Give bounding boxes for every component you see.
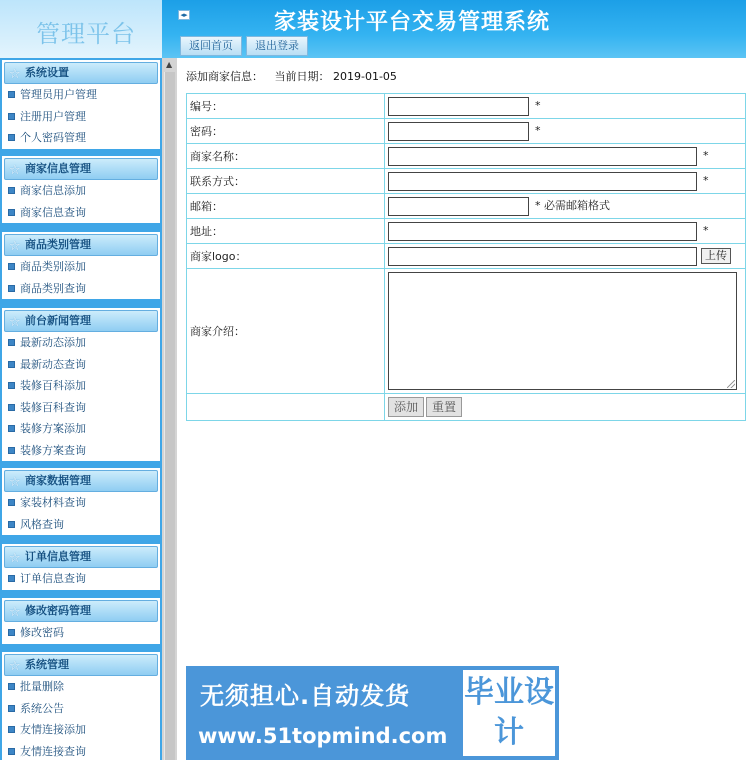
menu-group-news	[2, 308, 160, 461]
bullet-icon	[8, 361, 15, 368]
menu-group-system-admin	[2, 652, 160, 760]
bullet-icon	[8, 575, 15, 582]
sidebar-item-wiki-add[interactable]: 装修百科添加	[2, 375, 160, 397]
field-label: 邮箱：	[187, 194, 385, 219]
group-header[interactable]: ☆ 商家信息管理	[4, 158, 158, 180]
email-input[interactable]	[388, 197, 529, 216]
required-mark: *	[535, 124, 541, 137]
address-input[interactable]	[388, 222, 697, 241]
scroll-up-arrow-icon[interactable]: ▲	[166, 60, 172, 69]
bullet-icon	[8, 499, 15, 506]
sidebar-item-batch-delete[interactable]: 批量删除	[2, 676, 160, 698]
field-label: 地址：	[187, 219, 385, 244]
watermark-badge: 毕业设计	[463, 670, 555, 756]
field-label: 密码：	[187, 119, 385, 144]
bullet-icon	[8, 285, 15, 292]
form-info-line	[186, 68, 397, 84]
sidebar-item-admin-users[interactable]: 管理员用户管理	[2, 84, 160, 106]
star-icon: ☆	[9, 603, 21, 623]
sidebar-item-style-query[interactable]: 风格查询	[2, 514, 160, 536]
menu-group-orders	[2, 544, 160, 590]
logo-title: 管理平台	[36, 14, 136, 49]
home-button[interactable]: 返回首页	[180, 36, 242, 56]
sidebar-item-plan-query[interactable]: 装修方案查询	[2, 440, 160, 462]
watermark-line1: 无须担心.自动发货	[200, 676, 410, 711]
watermark-banner	[186, 666, 559, 760]
sidebar-item-materials-query[interactable]: 家装材料查询	[2, 492, 160, 514]
bullet-icon	[8, 726, 15, 733]
sidebar-item-link-query[interactable]: 友情连接查询	[2, 741, 160, 762]
group-header[interactable]: ☆ 系统设置	[4, 62, 158, 84]
menu-group-system-settings	[2, 60, 160, 149]
sidebar-item-news-add[interactable]: 最新动态添加	[2, 332, 160, 354]
star-icon: ☆	[9, 65, 21, 85]
logout-button[interactable]: 退出登录	[246, 36, 308, 56]
code-input[interactable]	[388, 97, 529, 116]
bullet-icon	[8, 339, 15, 346]
star-icon: ☆	[9, 313, 21, 333]
star-icon: ☆	[9, 473, 21, 493]
required-mark: *	[703, 224, 709, 237]
date-label: 当前日期：	[275, 70, 330, 83]
bullet-icon	[8, 404, 15, 411]
star-icon: ☆	[9, 657, 21, 677]
sidebar-item-plan-add[interactable]: 装修方案添加	[2, 418, 160, 440]
field-label: 编号：	[187, 94, 385, 119]
sidebar-item-merchant-add[interactable]: 商家信息添加	[2, 180, 160, 202]
sidebar-item-change-password[interactable]: 修改密码	[2, 622, 160, 644]
sidebar-item-announcement[interactable]: 系统公告	[2, 698, 160, 720]
scrollbar-thumb[interactable]	[164, 72, 175, 760]
group-header[interactable]: ☆ 商家数据管理	[4, 470, 158, 492]
sidebar-toggle-icon[interactable]: ◂▸	[178, 10, 190, 20]
required-mark: * 必需邮箱格式	[535, 199, 610, 212]
bullet-icon	[8, 113, 15, 120]
logo-area	[0, 0, 162, 58]
menu-group-merchant-info	[2, 156, 160, 223]
group-header[interactable]: ☆ 前台新闻管理	[4, 310, 158, 332]
required-mark: *	[703, 174, 709, 187]
bullet-icon	[8, 209, 15, 216]
menu-group-category	[2, 232, 160, 299]
form-title: 添加商家信息：	[186, 70, 263, 83]
star-icon: ☆	[9, 549, 21, 569]
sidebar-item-personal-password[interactable]: 个人密码管理	[2, 127, 160, 149]
bullet-icon	[8, 425, 15, 432]
merchant-name-input[interactable]	[388, 147, 697, 166]
field-label: 联系方式：	[187, 169, 385, 194]
bullet-icon	[8, 683, 15, 690]
bullet-icon	[8, 187, 15, 194]
sidebar-item-category-add[interactable]: 商品类别添加	[2, 256, 160, 278]
group-header[interactable]: ☆ 商品类别管理	[4, 234, 158, 256]
intro-textarea[interactable]	[388, 272, 737, 390]
field-label: 商家logo：	[187, 244, 385, 269]
logo-input[interactable]	[388, 247, 697, 266]
bullet-icon	[8, 521, 15, 528]
add-button[interactable]: 添加	[388, 397, 424, 417]
field-label: 商家介绍：	[187, 269, 385, 394]
sidebar-item-category-query[interactable]: 商品类别查询	[2, 278, 160, 300]
watermark-text-area	[186, 666, 460, 760]
sidebar-item-link-add[interactable]: 友情连接添加	[2, 719, 160, 741]
merchant-form-table	[186, 93, 746, 421]
sidebar-item-registered-users[interactable]: 注册用户管理	[2, 106, 160, 128]
menu-group-change-password	[2, 598, 160, 644]
password-input[interactable]	[388, 122, 529, 141]
star-icon: ☆	[9, 161, 21, 181]
bullet-icon	[8, 447, 15, 454]
resize-grip-icon[interactable]	[727, 380, 735, 388]
bullet-icon	[8, 134, 15, 141]
bullet-icon	[8, 748, 15, 755]
empty-cell	[187, 394, 385, 421]
header-bar	[0, 0, 746, 58]
sidebar	[0, 58, 162, 760]
watermark-url: www.51topmind.com	[198, 724, 447, 748]
sidebar-item-merchant-query[interactable]: 商家信息查询	[2, 202, 160, 224]
bullet-icon	[8, 382, 15, 389]
field-label: 商家名称：	[187, 144, 385, 169]
sidebar-item-order-query[interactable]: 订单信息查询	[2, 568, 160, 590]
system-title: 家装设计平台交易管理系统	[274, 5, 550, 36]
group-header[interactable]: ☆ 修改密码管理	[4, 600, 158, 622]
required-mark: *	[703, 149, 709, 162]
star-icon: ☆	[9, 237, 21, 257]
group-header[interactable]: ☆ 系统管理	[4, 654, 158, 676]
sidebar-item-news-query[interactable]: 最新动态查询	[2, 354, 160, 376]
date-value: 2019-01-05	[333, 70, 397, 83]
bullet-icon	[8, 705, 15, 712]
bullet-icon	[8, 263, 15, 270]
bullet-icon	[8, 91, 15, 98]
bullet-icon	[8, 629, 15, 636]
required-mark: *	[535, 99, 541, 112]
group-header[interactable]: ☆ 订单信息管理	[4, 546, 158, 568]
reset-button[interactable]: 重置	[426, 397, 462, 417]
sidebar-item-wiki-query[interactable]: 装修百科查询	[2, 397, 160, 419]
upload-button[interactable]: 上传	[701, 248, 731, 264]
contact-input[interactable]	[388, 172, 697, 191]
menu-group-merchant-data	[2, 468, 160, 535]
